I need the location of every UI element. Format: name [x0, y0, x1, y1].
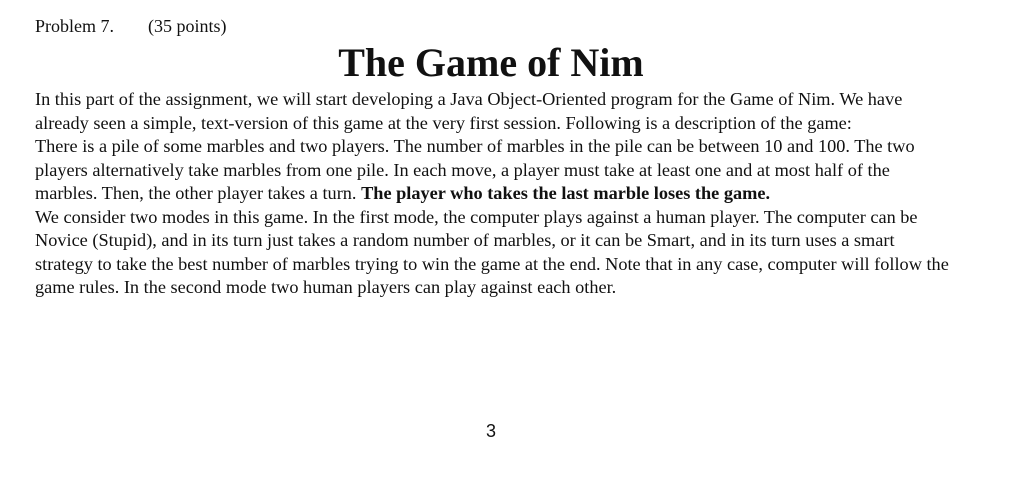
problem-header	[35, 14, 227, 38]
rules-bold-text: The player who takes the last marble loses the game.	[361, 183, 771, 203]
page-number: 3	[485, 421, 496, 441]
problem-label: Problem 7.	[35, 16, 114, 36]
intro-paragraph: In this part of the assignment, we will start developing a Java Object-Oriented program for the Game of Nim. We have already seen a simple, text-version of this game at the very first session. Following is a description of the game:	[35, 89, 903, 133]
modes-paragraph: We consider two modes in this game. In the first mode, the computer plays against a human player. The computer can be Novice (Stupid), and in its turn just takes a random number of marbles, or it can be Smart, and in its turn uses a smart strategy to take the best number of marbles trying to win the game at the end. Note that in any case, computer will follow the game rules. In the second mode two human players can play against each other.	[35, 206, 949, 297]
points-label: (35 points)	[148, 16, 227, 36]
page-title: The Game of Nim	[338, 40, 644, 85]
rules-paragraph	[35, 135, 955, 206]
problem-description	[35, 88, 955, 300]
rules-text: There is a pile of some marbles and two players. The number of marbles in the pile can be between 10 and 100. The two players alternatively take marbles from one pile. In each move, a player must take at least one and at most half of the marbles. Then, the other player takes a turn.	[35, 136, 915, 203]
